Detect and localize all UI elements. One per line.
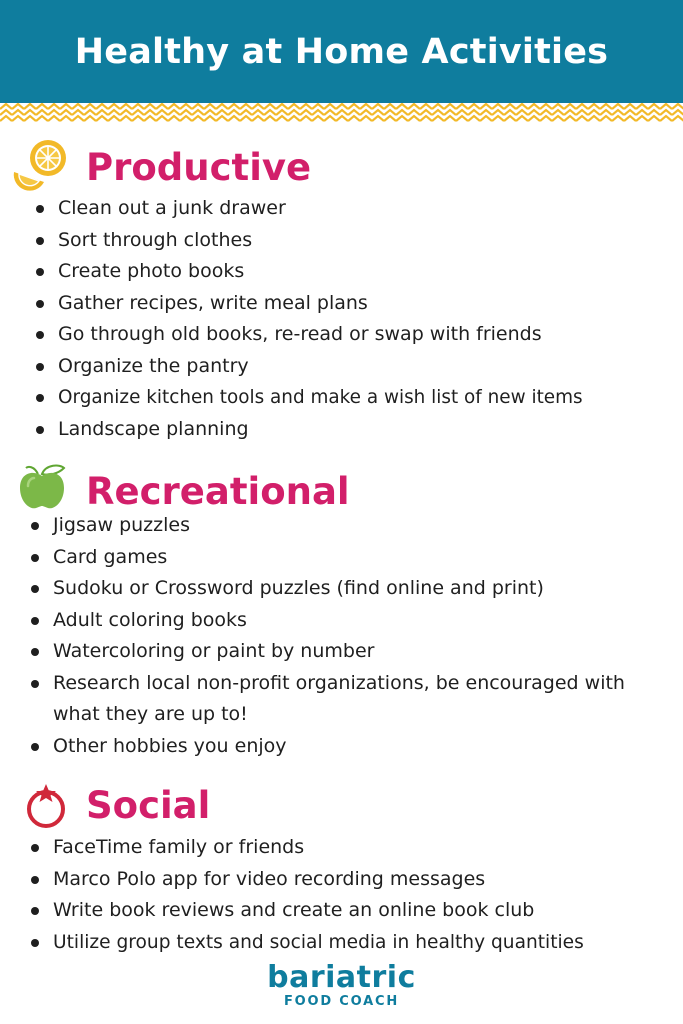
social-list: [31, 832, 676, 958]
list-item: Adult coloring books: [31, 605, 676, 637]
apple-icon: [16, 460, 68, 512]
list-item: Marco Polo app for video recording messages: [31, 864, 676, 896]
zigzag-divider: [0, 103, 683, 127]
section-heading-social: [86, 780, 210, 830]
list-item: Organize kitchen tools and make a wish list of new items: [36, 382, 676, 414]
list-item: Jigsaw puzzles: [31, 510, 676, 542]
orange-slice-icon: [10, 136, 72, 196]
recreational-list: [31, 510, 676, 762]
list-item: Card games: [31, 542, 676, 574]
logo-tagline: FOOD COACH: [283, 994, 400, 1009]
section-heading-recreational: [86, 466, 350, 516]
list-item: Watercoloring or paint by number: [31, 636, 676, 668]
list-item: Go through old books, re-read or swap with friends: [36, 319, 676, 351]
list-item: Sort through clothes: [36, 225, 676, 257]
list-item: Research local non-profit organizations, be encouraged with what they are up to!: [31, 668, 676, 731]
list-item: Landscape planning: [36, 414, 676, 446]
section-heading-productive: [86, 142, 311, 192]
list-item: Organize the pantry: [36, 351, 676, 383]
logo-brand: bariatric: [267, 960, 416, 995]
list-item: Clean out a junk drawer: [36, 193, 676, 225]
social-heading: Social: [86, 783, 211, 827]
header-banner: [0, 0, 683, 103]
productive-list: [36, 193, 676, 445]
list-item: Sudoku or Crossword puzzles (find online and print): [31, 573, 676, 605]
productive-heading: Productive: [86, 145, 312, 189]
list-item: Utilize group texts and social media in healthy quantities: [31, 927, 676, 959]
page-title: Healthy at Home Activities: [74, 31, 609, 72]
list-item: Create photo books: [36, 256, 676, 288]
tomato-icon: [22, 780, 72, 830]
list-item: Gather recipes, write meal plans: [36, 288, 676, 320]
list-item: FaceTime family or friends: [31, 832, 676, 864]
list-item: Write book reviews and create an online book club: [31, 895, 676, 927]
recreational-heading: Recreational: [86, 469, 350, 513]
brand-logo: [0, 962, 683, 1010]
list-item: Other hobbies you enjoy: [31, 731, 676, 763]
